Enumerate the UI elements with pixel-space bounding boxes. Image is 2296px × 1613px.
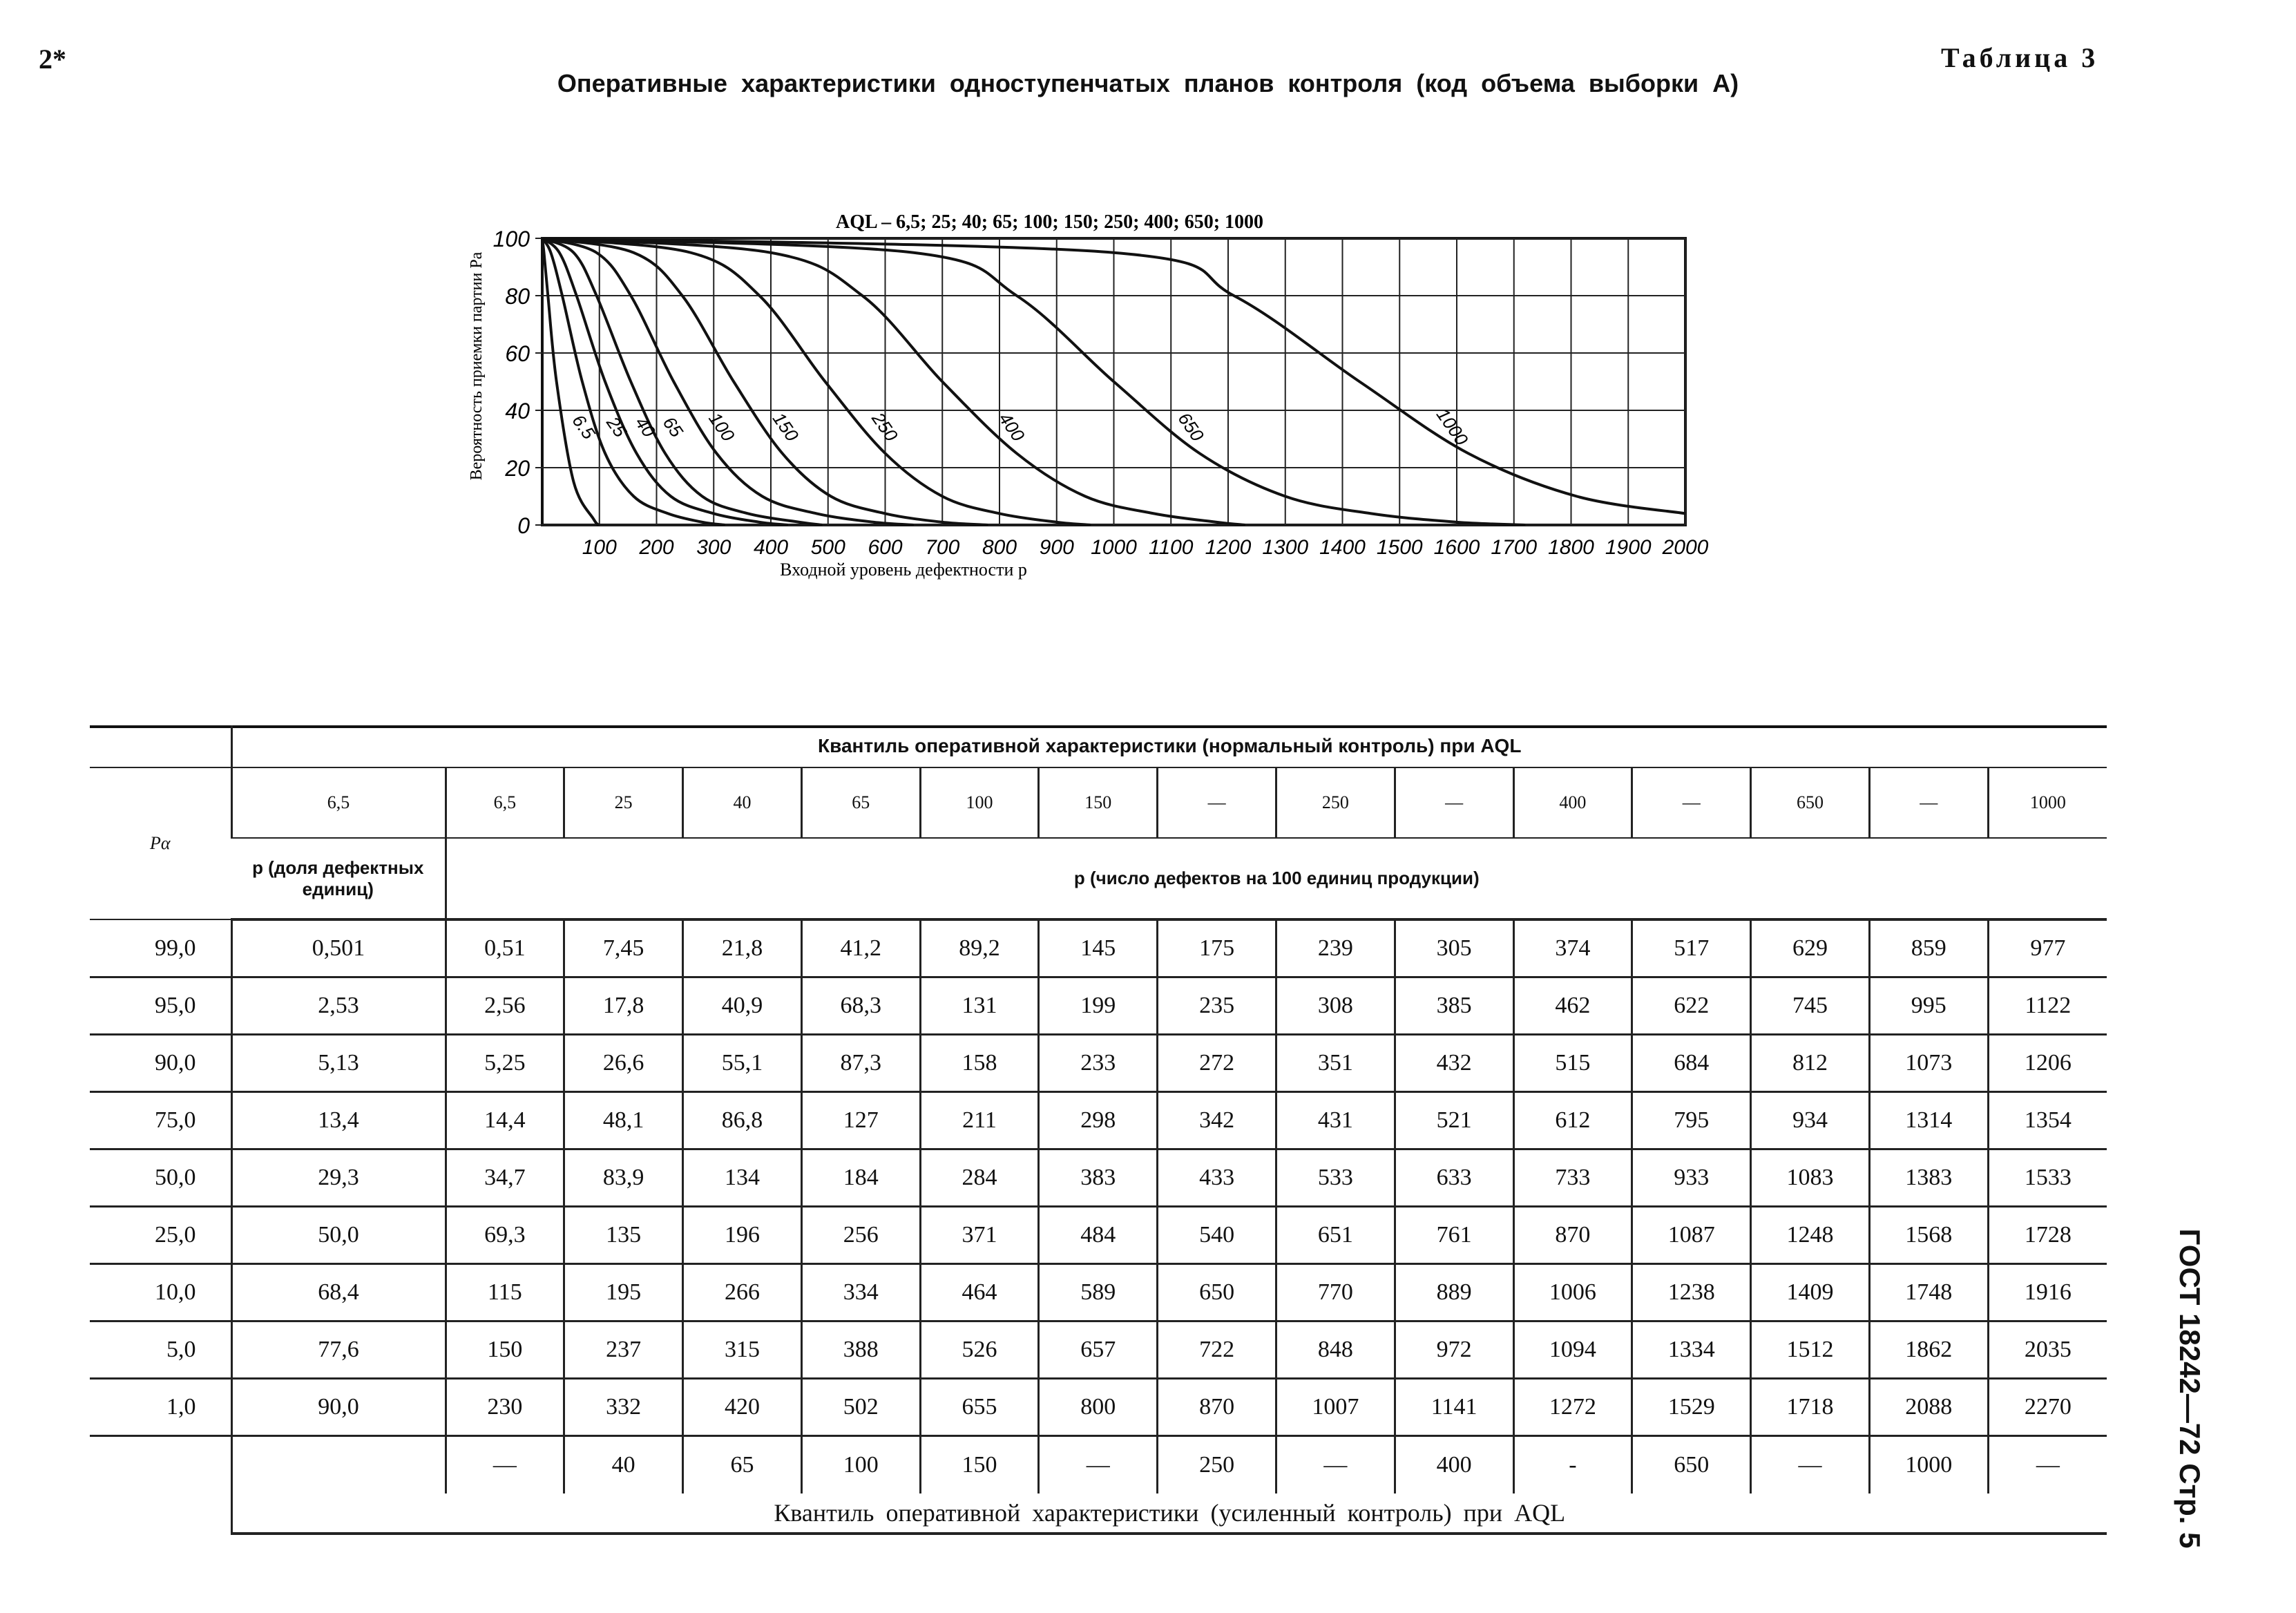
table-cell: 420 [683, 1379, 802, 1436]
table-cell: 86,8 [683, 1092, 802, 1149]
table-cell: 870 [1513, 1207, 1632, 1264]
p-defects-header: p (число дефектов на 100 единиц продукции) [446, 838, 2107, 919]
normal-aql-cell: 25 [564, 767, 683, 838]
table-cell: 315 [683, 1321, 802, 1379]
empty-cell [231, 1436, 446, 1494]
table-cell: 870 [1158, 1379, 1276, 1436]
table-cell: 1094 [1513, 1321, 1632, 1379]
pa-value: 90,0 [90, 1035, 231, 1092]
table-cell: 1728 [1988, 1207, 2107, 1264]
y-axis-label: Вероятность приемки партии Pa [468, 251, 486, 481]
table-cell: 1238 [1632, 1264, 1751, 1321]
table-cell: 13,4 [231, 1092, 446, 1149]
table-cell: 284 [920, 1149, 1039, 1207]
table-row [90, 1379, 2107, 1436]
curve-label: 650 [1174, 408, 1209, 446]
curve-label: 65 [658, 412, 687, 441]
normal-aql-cell: 6,5 [446, 767, 564, 838]
table-cell: 462 [1513, 977, 1632, 1035]
table-row [90, 977, 2107, 1035]
pa-value: 25,0 [90, 1207, 231, 1264]
x-tick-label: 1400 [1319, 536, 1366, 559]
table-cell: 2,56 [446, 977, 564, 1035]
x-tick-label: 1700 [1491, 536, 1538, 559]
table-cell: 1533 [1988, 1149, 2107, 1207]
table-cell: 40,9 [683, 977, 802, 1035]
table-cell: 1748 [1869, 1264, 1988, 1321]
normal-aql-cell: — [1158, 767, 1276, 838]
table-cell: 526 [920, 1321, 1039, 1379]
curve-label: 100 [705, 408, 739, 446]
x-tick-label: 1300 [1262, 536, 1309, 559]
tightened-aql-cell: 250 [1158, 1436, 1276, 1494]
table-cell: 55,1 [683, 1035, 802, 1092]
table-cell: 2270 [1988, 1379, 2107, 1436]
tightened-aql-cell: 100 [801, 1436, 920, 1494]
pa-value: 50,0 [90, 1149, 231, 1207]
x-tick-label: 1900 [1605, 536, 1652, 559]
normal-aql-cell: 6,5 [231, 767, 446, 838]
pa-value: 95,0 [90, 977, 231, 1035]
pa-value: 99,0 [90, 919, 231, 977]
tightened-aql-row [90, 1436, 2107, 1494]
tightened-aql-cell: 1000 [1869, 1436, 1988, 1494]
table-cell: 745 [1751, 977, 1870, 1035]
table-cell: 761 [1395, 1207, 1513, 1264]
table-cell: 1083 [1751, 1149, 1870, 1207]
x-tick-label: 1200 [1205, 536, 1252, 559]
gost-footer [2127, 1216, 2252, 1561]
table-cell: 29,3 [231, 1149, 446, 1207]
table-cell: 383 [1039, 1149, 1158, 1207]
table-cell: 533 [1276, 1149, 1395, 1207]
table-cell: 540 [1158, 1207, 1276, 1264]
x-tick-label: 300 [696, 536, 731, 559]
table-cell: 7,45 [564, 919, 683, 977]
table-cell: 1248 [1751, 1207, 1870, 1264]
table-cell: 1718 [1751, 1379, 1870, 1436]
table-cell: 1916 [1988, 1264, 2107, 1321]
normal-aql-cell: 40 [683, 767, 802, 838]
table-cell: 184 [801, 1149, 920, 1207]
pa-value: 1,0 [90, 1379, 231, 1436]
table-cell: 17,8 [564, 977, 683, 1035]
empty-cell [90, 1436, 231, 1494]
table-cell: 199 [1039, 977, 1158, 1035]
table-cell: 308 [1276, 977, 1395, 1035]
table-cell: 150 [446, 1321, 564, 1379]
table-cell: 1272 [1513, 1379, 1632, 1436]
tightened-aql-cell: - [1513, 1436, 1632, 1494]
table-cell: 612 [1513, 1092, 1632, 1149]
table-cell: 933 [1632, 1149, 1751, 1207]
x-tick-label: 500 [810, 536, 845, 559]
table-cell: 684 [1632, 1035, 1751, 1092]
table-cell: 1512 [1751, 1321, 1870, 1379]
oc-curve-65 [542, 238, 822, 525]
oc-curve-250 [542, 238, 1091, 525]
normal-aql-cell: 1000 [1988, 767, 2107, 838]
x-tick-label: 1100 [1148, 536, 1194, 559]
table-row [90, 1149, 2107, 1207]
tightened-aql-cell: 650 [1632, 1436, 1751, 1494]
y-tick-label: 80 [505, 284, 530, 309]
normal-aql-cell: 400 [1513, 767, 1632, 838]
table-label: Таблица 3 [1941, 42, 2099, 73]
table-cell: 1334 [1632, 1321, 1751, 1379]
table-cell: 5,13 [231, 1035, 446, 1092]
table-cell: 1568 [1869, 1207, 1988, 1264]
table-cell: 211 [920, 1092, 1039, 1149]
table-cell: 515 [1513, 1035, 1632, 1092]
x-tick-label: 800 [982, 536, 1017, 559]
table-cell: 1383 [1869, 1149, 1988, 1207]
y-tick-label: 20 [505, 456, 530, 481]
table-cell: 589 [1039, 1264, 1158, 1321]
table-cell: 2035 [1988, 1321, 2107, 1379]
oc-curve-40 [542, 238, 788, 525]
curve-label: 250 [868, 408, 902, 446]
table-cell: 1862 [1869, 1321, 1988, 1379]
table-cell: 770 [1276, 1264, 1395, 1321]
normal-aql-cell: — [1869, 767, 1988, 838]
oc-curve-100 [542, 238, 914, 525]
table-cell: 977 [1988, 919, 2107, 977]
table-cell: 650 [1158, 1264, 1276, 1321]
table-cell: 233 [1039, 1035, 1158, 1092]
table-cell: 237 [564, 1321, 683, 1379]
oc-curve-400 [542, 238, 1245, 525]
curve-label: 40 [631, 412, 660, 441]
tightened-aql-cell: 400 [1395, 1436, 1513, 1494]
table-cell: 388 [801, 1321, 920, 1379]
tightened-aql-cell: — [1988, 1436, 2107, 1494]
oc-table [90, 725, 2107, 1535]
table-cell: 131 [920, 977, 1039, 1035]
tightened-caption: Квантиль оперативной характеристики (усиленный контроль) при AQL [231, 1493, 2107, 1534]
table-cell: 934 [1751, 1092, 1870, 1149]
table-cell: 21,8 [683, 919, 802, 977]
tightened-aql-cell: — [1276, 1436, 1395, 1494]
tightened-aql-cell: — [1039, 1436, 1158, 1494]
table-row [90, 1321, 2107, 1379]
table-cell: 5,25 [446, 1035, 564, 1092]
x-tick-label: 1000 [1091, 536, 1137, 559]
table-cell: 90,0 [231, 1379, 446, 1436]
table-cell: 484 [1039, 1207, 1158, 1264]
table-cell: 517 [1632, 919, 1751, 977]
table-cell: 298 [1039, 1092, 1158, 1149]
table-cell: 68,4 [231, 1264, 446, 1321]
table-corner [90, 725, 231, 767]
table-cell: 235 [1158, 977, 1276, 1035]
curve-label: 150 [768, 408, 803, 446]
table-cell: 1073 [1869, 1035, 1988, 1092]
pa-value: 5,0 [90, 1321, 231, 1379]
x-tick-label: 900 [1039, 536, 1074, 559]
x-axis-label: Входной уровень дефектности p [780, 560, 1027, 580]
table-cell: 305 [1395, 919, 1513, 977]
table-cell: 502 [801, 1379, 920, 1436]
table-cell: 115 [446, 1264, 564, 1321]
table-cell: 134 [683, 1149, 802, 1207]
tightened-aql-cell: 40 [564, 1436, 683, 1494]
table-cell: 0,51 [446, 919, 564, 977]
tightened-aql-cell: 150 [920, 1436, 1039, 1494]
table-cell: 135 [564, 1207, 683, 1264]
table-cell: 256 [801, 1207, 920, 1264]
table-cell: 812 [1751, 1035, 1870, 1092]
table-cell: 83,9 [564, 1149, 683, 1207]
curve-label: 25 [602, 412, 631, 441]
table-cell: 68,3 [801, 977, 920, 1035]
x-tick-label: 100 [582, 536, 617, 559]
y-tick-label: 40 [505, 399, 530, 423]
table-cell: 69,3 [446, 1207, 564, 1264]
table-cell: 431 [1276, 1092, 1395, 1149]
x-tick-label: 1800 [1548, 536, 1594, 559]
normal-aql-cell: — [1632, 767, 1751, 838]
page-title: Оперативные характеристики одноступенчатых планов контроля (код объема выборки A) [557, 69, 1739, 97]
normal-caption: Квантиль оперативной характеристики (нормальный контроль) при AQL [231, 725, 2107, 767]
table-cell: 385 [1395, 977, 1513, 1035]
table-cell: 1007 [1276, 1379, 1395, 1436]
x-tick-label: 600 [868, 536, 903, 559]
page-number: 2* [39, 44, 66, 75]
chart-grid [535, 238, 1685, 525]
normal-aql-cell: 65 [801, 767, 920, 838]
table-cell: 651 [1276, 1207, 1395, 1264]
table-cell: 0,501 [231, 919, 446, 977]
table-cell: 158 [920, 1035, 1039, 1092]
table-cell: 432 [1395, 1035, 1513, 1092]
tightened-aql-cell: — [1751, 1436, 1870, 1494]
table-cell: 859 [1869, 919, 1988, 977]
table-cell: 89,2 [920, 919, 1039, 977]
table-cell: 342 [1158, 1092, 1276, 1149]
chart-title: AQL – 6,5; 25; 40; 65; 100; 150; 250; 400; 650; 1000 [836, 211, 1264, 233]
curve-label: 6.5 [568, 410, 600, 443]
table-cell: 433 [1158, 1149, 1276, 1207]
table-cell: 127 [801, 1092, 920, 1149]
normal-aql-cell: 650 [1751, 767, 1870, 838]
table-cell: 2,53 [231, 977, 446, 1035]
curve-label: 1000 [1432, 404, 1473, 450]
table-cell: 1314 [1869, 1092, 1988, 1149]
x-tick-label: 400 [753, 536, 789, 559]
y-tick-label: 100 [492, 227, 530, 251]
tightened-aql-cell: — [446, 1436, 564, 1494]
table-cell: 848 [1276, 1321, 1395, 1379]
table-cell: 34,7 [446, 1149, 564, 1207]
normal-aql-cell: — [1395, 767, 1513, 838]
table-cell: 266 [683, 1264, 802, 1321]
table-cell: 972 [1395, 1321, 1513, 1379]
tightened-aql-cell: 65 [683, 1436, 802, 1494]
table-cell: 50,0 [231, 1207, 446, 1264]
table-cell: 800 [1039, 1379, 1158, 1436]
table-cell: 795 [1632, 1092, 1751, 1149]
table-cell: 48,1 [564, 1092, 683, 1149]
table-cell: 374 [1513, 919, 1632, 977]
table-cell: 2088 [1869, 1379, 1988, 1436]
x-tick-label: 2000 [1662, 536, 1709, 559]
table-cell: 332 [564, 1379, 683, 1436]
y-tick-label: 0 [517, 513, 530, 538]
table-cell: 722 [1158, 1321, 1276, 1379]
pa-value: 10,0 [90, 1264, 231, 1321]
normal-aql-cell: 150 [1039, 767, 1158, 838]
gost-footer-text: ГОСТ 18242—72 Стр. 5 [2174, 1228, 2206, 1549]
table-row [90, 1207, 2107, 1264]
table-row [90, 1264, 2107, 1321]
oc-curve-650 [542, 238, 1525, 525]
table-cell: 733 [1513, 1149, 1632, 1207]
pa-header: Pα [90, 767, 231, 919]
table-cell: 230 [446, 1379, 564, 1436]
table-cell: 1206 [1988, 1035, 2107, 1092]
table-cell: 41,2 [801, 919, 920, 977]
table-cell: 77,6 [231, 1321, 446, 1379]
table-cell: 26,6 [564, 1035, 683, 1092]
table-cell: 1409 [1751, 1264, 1870, 1321]
oc-curve-25 [542, 238, 725, 525]
normal-aql-cell: 100 [920, 767, 1039, 838]
table-cell: 464 [920, 1264, 1039, 1321]
normal-aql-cell: 250 [1276, 767, 1395, 838]
y-tick-label: 60 [505, 341, 530, 366]
table-cell: 1141 [1395, 1379, 1513, 1436]
x-tick-label: 700 [925, 536, 960, 559]
table-cell: 995 [1869, 977, 1988, 1035]
table-cell: 196 [683, 1207, 802, 1264]
table-cell: 521 [1395, 1092, 1513, 1149]
table-cell: 371 [920, 1207, 1039, 1264]
x-tick-label: 1500 [1376, 536, 1423, 559]
table-cell: 622 [1632, 977, 1751, 1035]
x-tick-label: 1600 [1433, 536, 1480, 559]
curve-label: 400 [995, 408, 1029, 446]
empty-cell [90, 1493, 231, 1534]
table-cell: 889 [1395, 1264, 1513, 1321]
table-cell: 87,3 [801, 1035, 920, 1092]
table-cell: 1006 [1513, 1264, 1632, 1321]
table-cell: 272 [1158, 1035, 1276, 1092]
table-cell: 633 [1395, 1149, 1513, 1207]
x-tick-label: 200 [639, 536, 674, 559]
table-row [90, 1092, 2107, 1149]
table-cell: 239 [1276, 919, 1395, 977]
oc-chart [0, 0, 2296, 622]
table-cell: 1087 [1632, 1207, 1751, 1264]
table-cell: 1354 [1988, 1092, 2107, 1149]
p-fraction-header: p (доля дефектных единиц) [231, 838, 446, 919]
table-cell: 657 [1039, 1321, 1158, 1379]
table-cell: 14,4 [446, 1092, 564, 1149]
table-cell: 351 [1276, 1035, 1395, 1092]
table-cell: 629 [1751, 919, 1870, 977]
pa-value: 75,0 [90, 1092, 231, 1149]
table-row [90, 919, 2107, 977]
table-cell: 655 [920, 1379, 1039, 1436]
table-cell: 175 [1158, 919, 1276, 977]
table-row [90, 1035, 2107, 1092]
table-cell: 334 [801, 1264, 920, 1321]
table-cell: 1122 [1988, 977, 2107, 1035]
table-cell: 145 [1039, 919, 1158, 977]
table-cell: 1529 [1632, 1379, 1751, 1436]
table-cell: 195 [564, 1264, 683, 1321]
